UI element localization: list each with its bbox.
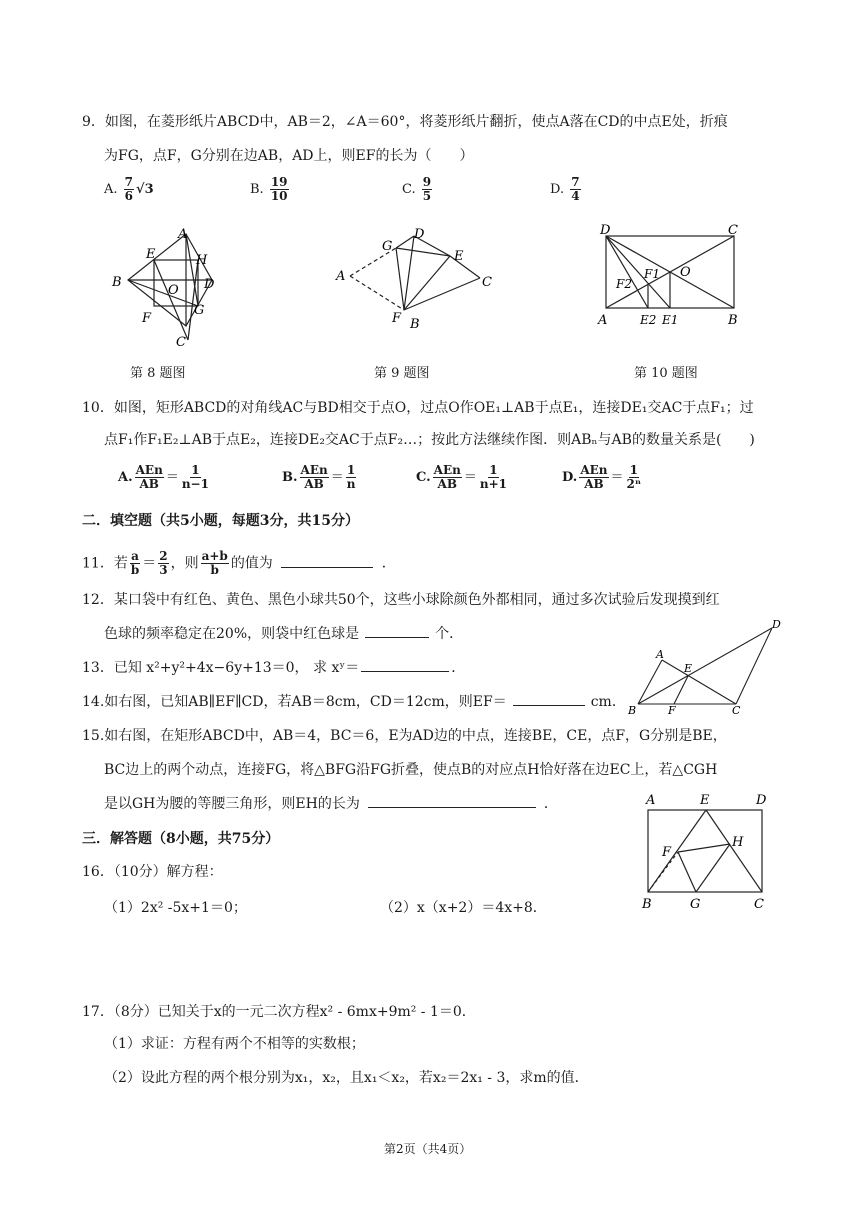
q11-mid: ，则 — [170, 555, 199, 572]
fig10-label-d: D — [600, 223, 611, 238]
figure-8 — [108, 222, 228, 350]
fraction-numerator: AEn — [300, 463, 328, 477]
fig8-label-a: A — [178, 227, 188, 242]
answer-blank[interactable] — [281, 566, 373, 568]
fraction-denominator: 10 — [270, 189, 288, 203]
option-label: B. — [250, 182, 264, 197]
q13-end: ． — [451, 660, 466, 676]
page-footer: 第2页（共4页） — [384, 1142, 472, 1156]
option-label: C. — [416, 470, 431, 485]
option-label: B. — [282, 470, 298, 485]
fraction-denominator: n+1 — [479, 477, 507, 491]
equals-sign: ＝ — [330, 470, 344, 485]
q15-line3 — [104, 794, 558, 814]
q13-text: 13．已知 x²+y²+4x−6y+13＝0， 求 xʸ＝ — [82, 660, 360, 676]
option-label: D. — [562, 470, 578, 485]
q16-part1: （1）2x² -5x+1＝0； — [104, 900, 247, 916]
fig8-label-h: H — [196, 253, 208, 268]
fig15-label-a: A — [646, 793, 656, 808]
fraction-denominator: AB — [304, 477, 324, 491]
equals-sign: ＝ — [142, 555, 157, 572]
q14-text: 14.如右图，已知AB∥EF∥CD，若AB＝8cm，CD＝12cm，则EF＝ — [82, 694, 507, 710]
q9-option-a — [104, 176, 154, 203]
q12-text: 色球的频率稳定在20%，则袋中红色球是 — [104, 626, 360, 642]
fig10-label-f1: F1 — [644, 267, 660, 281]
fraction-numerator: 1 — [346, 463, 356, 477]
answer-blank[interactable] — [368, 806, 536, 808]
q15-end: ． — [543, 796, 558, 812]
q16-part2: （2）x（x+2）＝4x+8． — [380, 900, 547, 916]
q16-title: 16．（10分）解方程： — [82, 864, 223, 880]
fraction-numerator: AEn — [433, 463, 461, 477]
fig10-label-b: B — [728, 313, 738, 328]
fig9-label-g: G — [382, 239, 393, 254]
fig9-label-c: C — [482, 275, 492, 290]
q15-text: 是以GH为腰的等腰三角形，则EH的长为 — [104, 796, 360, 812]
fraction-denominator: AB — [584, 477, 604, 491]
q9-option-b — [250, 176, 291, 203]
fraction-denominator: 6 — [124, 189, 134, 203]
fig15-label-d: D — [756, 793, 767, 808]
q12-line2 — [104, 624, 463, 644]
q17-part1: （1）求证：方程有两个不相等的实数根； — [104, 1036, 365, 1052]
caption-fig8: 第 8 题图 — [130, 366, 186, 381]
fig9-label-e: E — [454, 249, 464, 264]
fig10-label-e1: E1 — [662, 313, 679, 327]
fig14-label-c: C — [732, 704, 741, 717]
q10-line1: 10．如图，矩形ABCD的对角线AC与BD相交于点O，过点O作OE₁⊥AB于点E₁，连接DE₁交AC于点F₁；过 — [82, 400, 754, 416]
q10-option-c — [416, 464, 510, 491]
fig14-label-d: D — [772, 620, 781, 631]
fig9-label-d: D — [414, 227, 425, 242]
fig9-label-b: B — [410, 317, 420, 332]
option-label: C. — [402, 182, 416, 197]
q17-part2: （2）设此方程的两个根分别为x₁，x₂，且x₁＜x₂，若x₂＝2x₁ - 3，求m的值． — [104, 1070, 589, 1086]
figure-15 — [636, 790, 776, 914]
fraction-numerator: AEn — [135, 463, 163, 477]
fraction-numerator: 19 — [270, 175, 288, 189]
q12-line1: 12．某口袋中有红色、黄色、黑色小球共50个，这些小球除颜色外都相同，通过多次试验后发现摸到红 — [82, 592, 720, 608]
q9-option-d — [550, 176, 583, 203]
q12-end: 个． — [435, 626, 464, 642]
fraction-denominator: b — [210, 563, 219, 577]
fraction-denominator: 5 — [422, 189, 432, 203]
fraction-denominator: AB — [437, 477, 457, 491]
fig14-label-f: F — [668, 704, 676, 717]
caption-fig9: 第 9 题图 — [374, 366, 430, 381]
option-label: A. — [118, 470, 133, 485]
fig8-label-f: F — [142, 311, 152, 326]
q10-line2: 点F₁作F₁E₂⊥AB于点E₂，连接DE₂交AC于点F₂…；按此方法继续作图．则ABₙ与AB的数量关系是( ) — [104, 432, 755, 448]
fraction-denominator: 3 — [159, 563, 168, 577]
q15-line2: BC边上的两个动点，连接FG，将△BFG沿FG折叠，使点B的对应点H恰好落在边EC上，若△CGH — [104, 762, 718, 778]
sqrt-term: √3 — [136, 182, 154, 197]
fraction-numerator: AEn — [580, 463, 608, 477]
q17-title: 17．（8分）已知关于x的一元二次方程x² - 6mx+9m² - 1＝0． — [82, 1004, 476, 1020]
equals-sign: ＝ — [463, 470, 477, 485]
fig10-label-o: O — [680, 265, 691, 280]
fraction-numerator: 7 — [124, 175, 134, 189]
fraction-denominator: b — [130, 563, 140, 577]
q11-prefix: 11．若 — [82, 555, 128, 572]
fig10-label-e2: E2 — [640, 313, 657, 327]
fig15-label-c: C — [754, 897, 764, 912]
section-heading-fill-in: 二．填空题（共5小题，每题3分，共15分） — [82, 513, 359, 529]
fraction-numerator: a+b — [201, 549, 228, 563]
fig15-label-e: E — [700, 793, 710, 808]
answer-blank[interactable] — [361, 670, 449, 672]
q10-option-d — [562, 464, 644, 491]
fraction-denominator: 2ⁿ — [626, 477, 642, 491]
q11-suffix: 的值为 — [230, 555, 273, 572]
fraction-denominator: 4 — [571, 189, 580, 203]
fig15-label-g: G — [690, 897, 701, 912]
fig8-label-e: E — [146, 247, 156, 262]
figure-14 — [622, 620, 792, 718]
q14 — [82, 692, 626, 712]
fig10-label-f2: F2 — [616, 277, 632, 291]
fig8-label-c: C — [176, 335, 186, 350]
fig8-label-b: B — [112, 275, 122, 290]
caption-fig10: 第 10 题图 — [634, 366, 698, 381]
option-label: D. — [550, 182, 565, 197]
q9-line2: 为FG，点F，G分别在边AB，AD上，则EF的长为（ ） — [104, 148, 474, 164]
fig14-label-a: A — [656, 648, 664, 661]
fig9-label-f: F — [392, 311, 402, 326]
fraction-numerator: 1 — [489, 463, 498, 477]
fig8-label-o: O — [168, 283, 179, 298]
fraction-numerator: 1 — [191, 463, 200, 477]
q15-line1: 15.如右图，在矩形ABCD中，AB＝4，BC＝6，E为AD边的中点，连接BE，CE，点F，G分别是BE， — [82, 728, 727, 744]
figure-9 — [332, 224, 502, 334]
answer-blank[interactable] — [513, 704, 585, 706]
fraction-numerator: a — [131, 549, 139, 563]
fraction-denominator: n−1 — [181, 477, 209, 491]
fig14-label-b: B — [628, 704, 637, 717]
q13 — [82, 658, 465, 678]
fraction-denominator: AB — [139, 477, 159, 491]
q14-end: cm． — [590, 694, 626, 710]
fig10-label-c: C — [728, 223, 738, 238]
fig8-label-g: G — [194, 303, 205, 318]
option-label: A. — [104, 182, 118, 197]
fraction-numerator: 7 — [571, 175, 580, 189]
fig10-label-a: A — [598, 313, 608, 328]
equals-sign: ＝ — [165, 470, 179, 485]
fig14-label-e: E — [684, 662, 693, 675]
fig15-label-f: F — [662, 845, 672, 860]
q9-line1: 9．如图，在菱形纸片ABCD中，AB＝2，∠A＝60°，将菱形纸片翻折，使点A落在CD的中点E处，折痕 — [82, 114, 728, 130]
fraction-denominator: n — [346, 477, 356, 491]
fig15-label-h: H — [732, 835, 744, 850]
equals-sign: ＝ — [610, 470, 624, 485]
answer-blank[interactable] — [365, 636, 429, 638]
fig8-label-d: D — [204, 277, 215, 292]
q9-option-c — [402, 176, 434, 203]
q10-option-a — [118, 464, 212, 491]
fig9-label-a: A — [336, 269, 346, 284]
fig15-label-b: B — [642, 897, 652, 912]
q11 — [82, 550, 396, 577]
fraction-numerator: 9 — [422, 175, 432, 189]
fraction-numerator: 2 — [159, 549, 168, 563]
q10-option-b — [282, 464, 358, 491]
fraction-numerator: 1 — [629, 463, 639, 477]
figure-10 — [590, 220, 750, 332]
section-heading-solve: 三．解答题（8小题，共75分） — [82, 831, 280, 847]
q11-end: ． — [381, 555, 396, 572]
